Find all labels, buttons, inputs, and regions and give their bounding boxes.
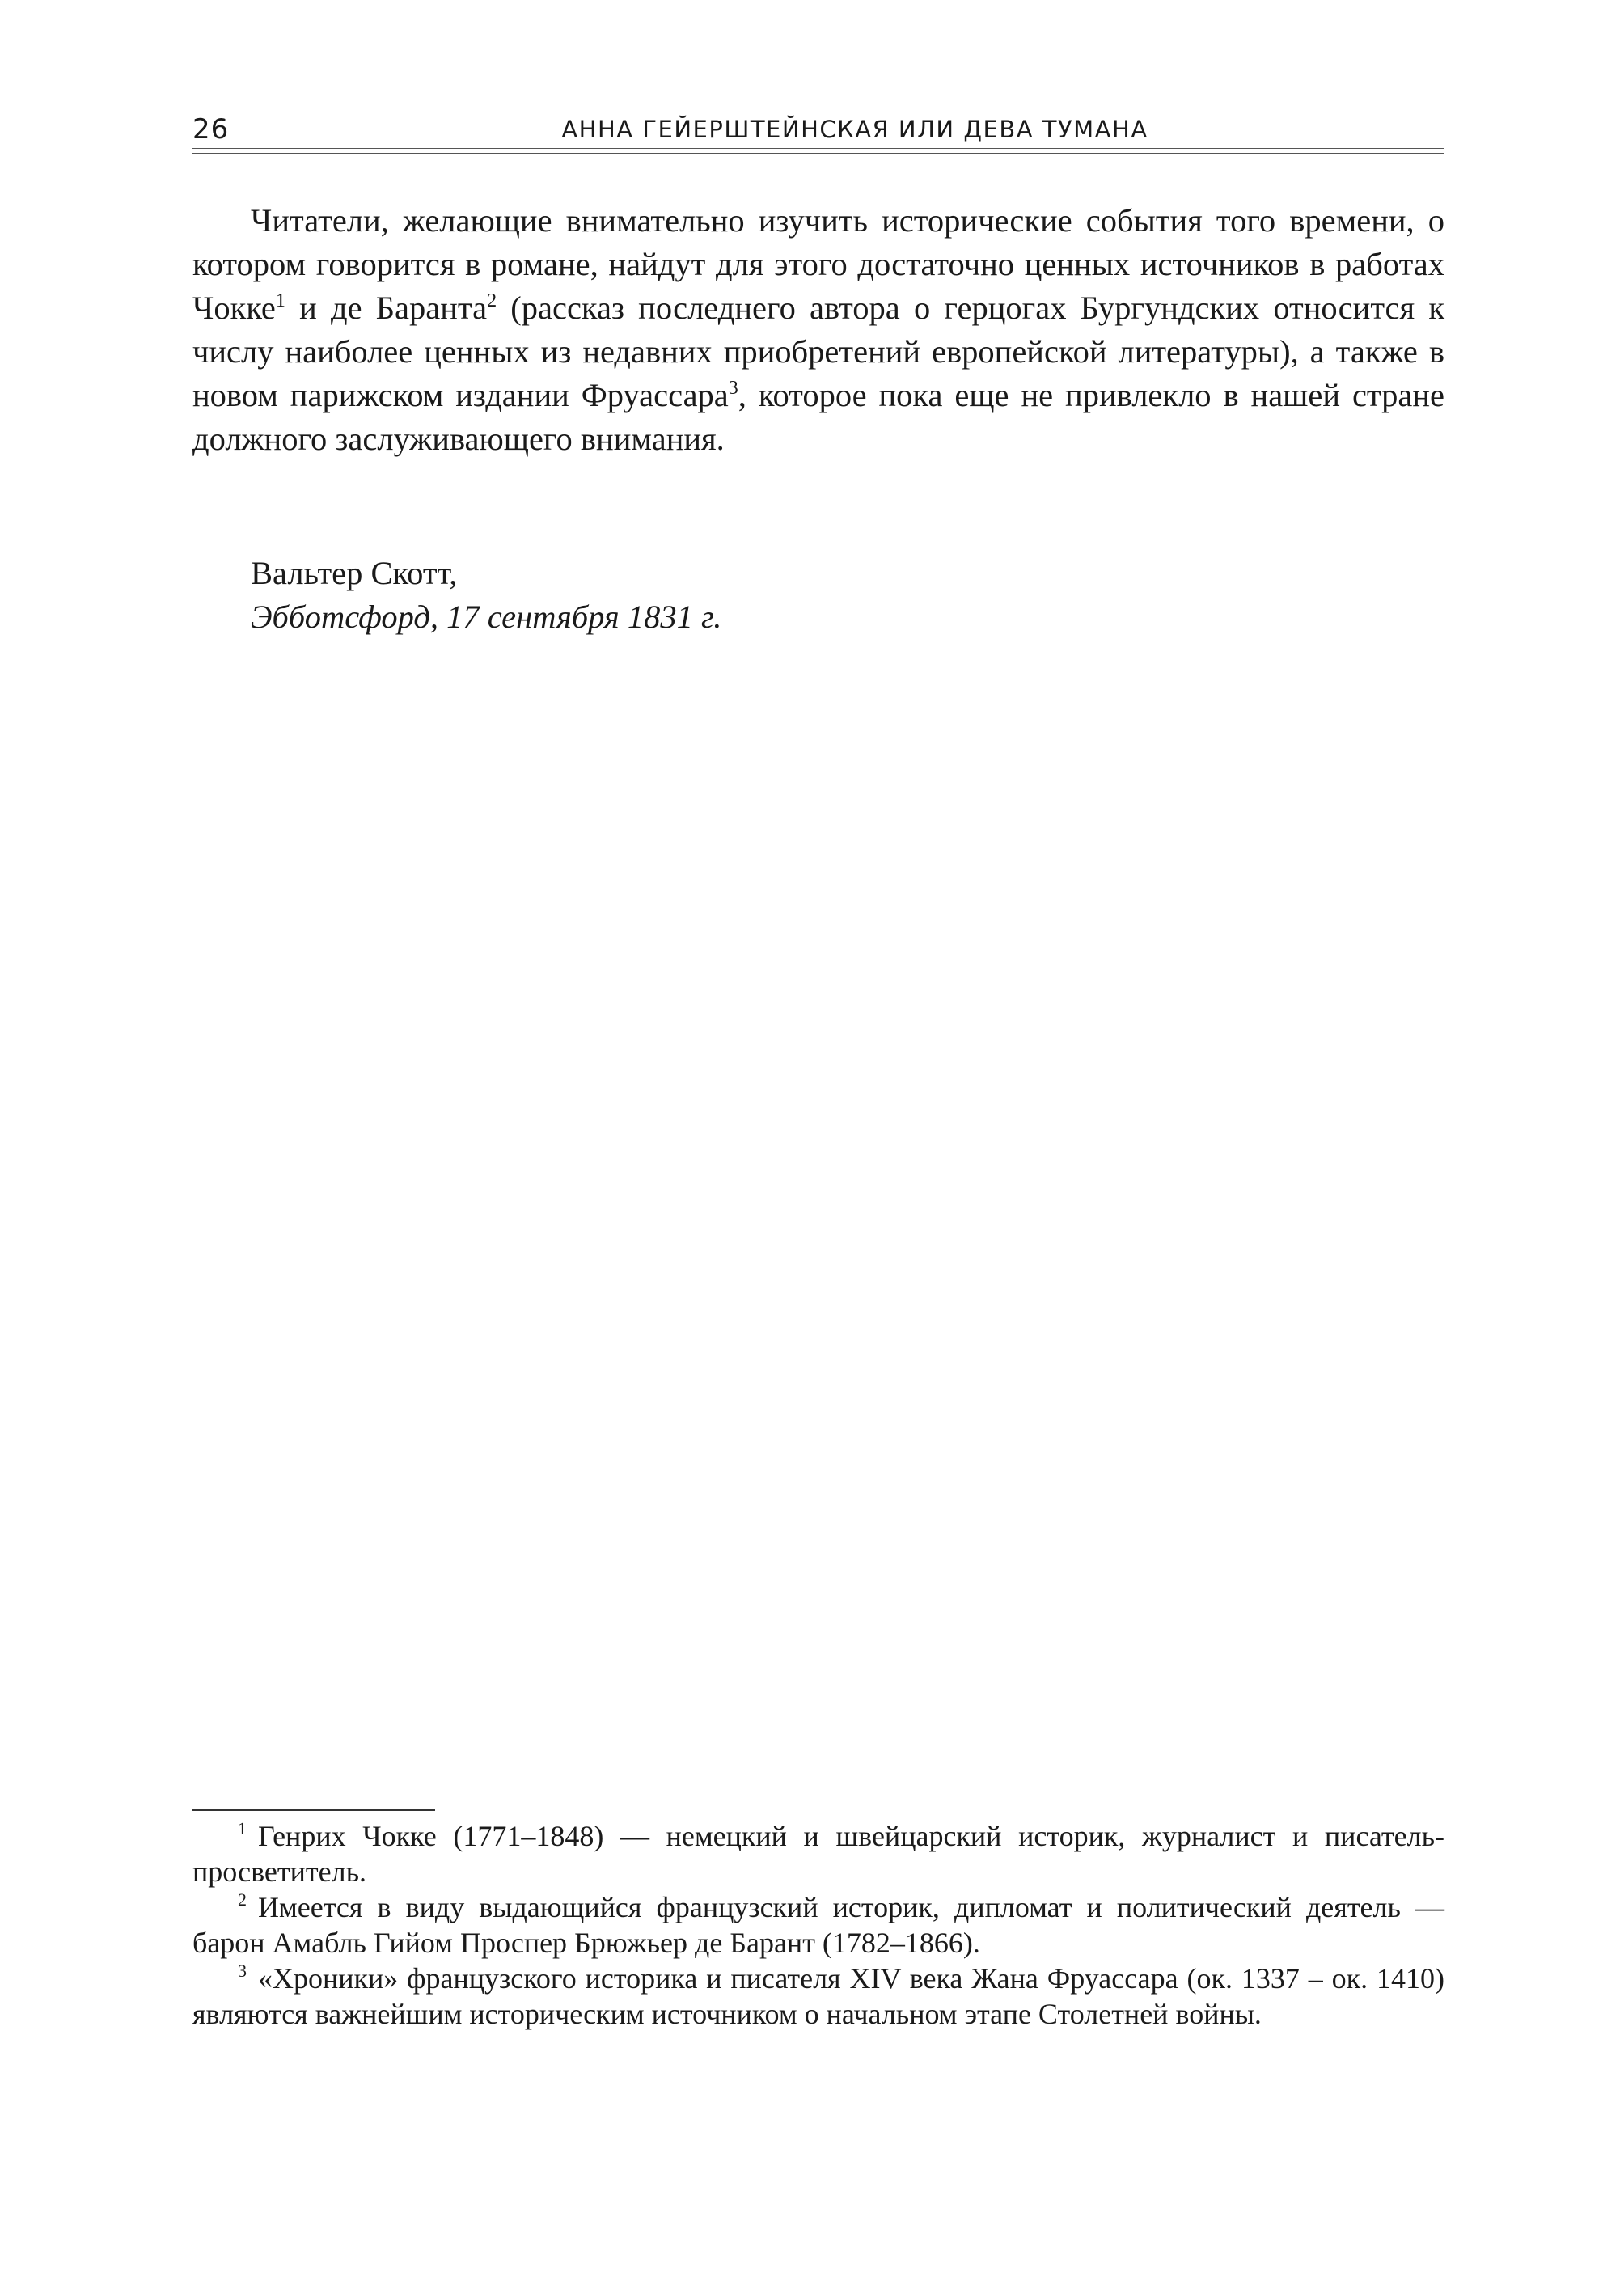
paragraph-text-1: Читатели, желающие внимательно изучить исторические события того времени, о котором говорится в романе, найдут для этого достаточно ценных источников в работах Чокке bbox=[192, 202, 1444, 326]
header-rule-bottom bbox=[192, 153, 1444, 154]
signature-place-date: Эбботсфорд, 17 сентября 1831 г. bbox=[251, 599, 722, 635]
paragraph-text-2: и де Баранта bbox=[285, 290, 488, 326]
footnote-text: «Хроники» французского историка и писателя XIV века Жана Фруассара (ок. 1337 – ок. 1410) являются важнейшим историческим источником о начальном этапе Столетней войны. bbox=[192, 1962, 1444, 2030]
footnote-ref-1[interactable]: 1 bbox=[275, 290, 285, 311]
body-paragraph bbox=[192, 199, 1444, 461]
footnote-text: Генрих Чокке (1771–1848) — немецкий и швейцарский историк, журналист и писатель-просветитель. bbox=[192, 1820, 1444, 1888]
footnote-3 bbox=[192, 1961, 1444, 2032]
footnote-number: 1 bbox=[238, 1818, 247, 1838]
footnote-1 bbox=[192, 1818, 1444, 1889]
footnote-ref-3[interactable]: 3 bbox=[728, 378, 738, 399]
signature-author: Вальтер Скотт, bbox=[251, 555, 458, 591]
header-rule-top bbox=[192, 148, 1444, 149]
footnote-separator bbox=[192, 1809, 435, 1811]
footnote-number: 2 bbox=[238, 1889, 247, 1910]
footnote-number: 3 bbox=[238, 1961, 247, 1981]
page-number: 26 bbox=[192, 113, 230, 146]
footnote-ref-2[interactable]: 2 bbox=[487, 290, 497, 311]
footnotes bbox=[192, 1818, 1444, 2032]
signature-block bbox=[251, 552, 721, 639]
paragraph-text-3: (рассказ последнего автора о герцогах Бургундских относится к числу наиболее ценных из недавних приобретений европейской литературы), а также в новом парижском издании Фруассара bbox=[192, 290, 1444, 413]
paragraph-text-4: , которое пока еще не привлекло в нашей стране должного заслуживающего внимания. bbox=[192, 377, 1444, 457]
footnote-2 bbox=[192, 1889, 1444, 1961]
running-title: АННА ГЕЙЕРШТЕЙНСКАЯ ИЛИ ДЕВА ТУМАНА bbox=[561, 116, 1148, 143]
footnote-text: Имеется в виду выдающийся французский историк, дипломат и политический деятель — барон Амабль Гийом Проспер Брюжьер де Барант (1782–1866). bbox=[192, 1891, 1444, 1959]
